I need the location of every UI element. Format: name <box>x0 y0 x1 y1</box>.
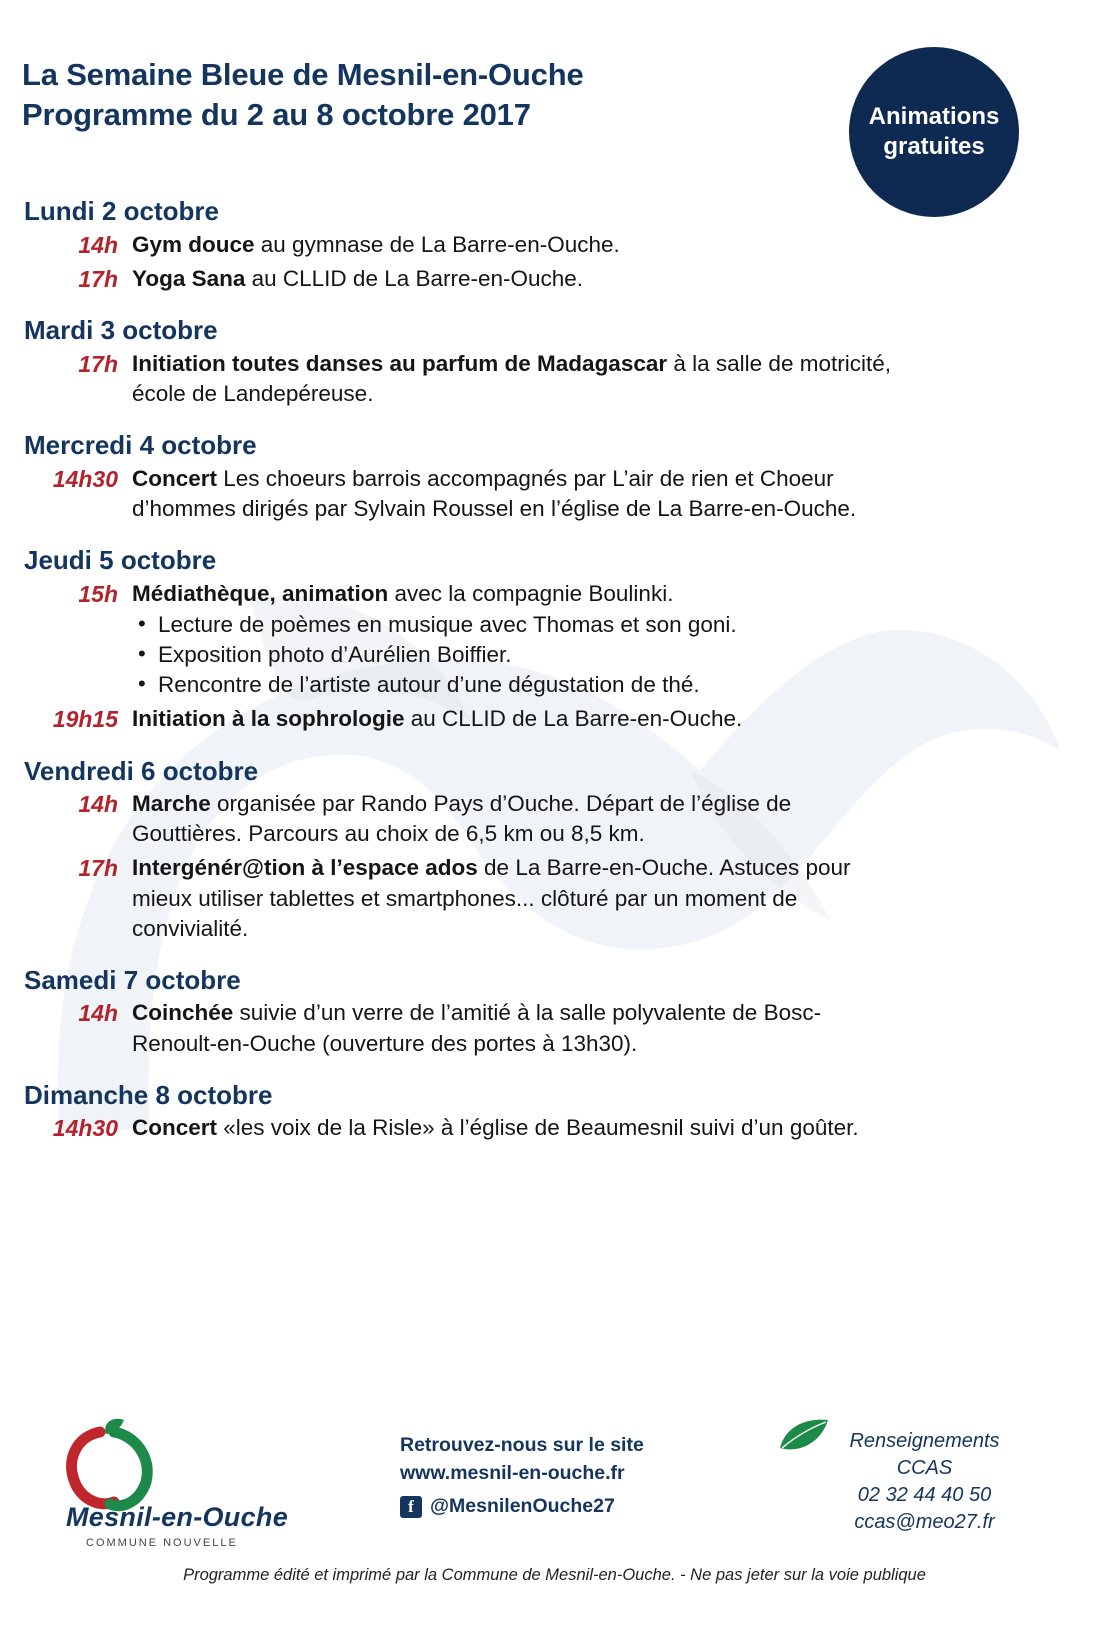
event-row <box>22 464 1069 524</box>
event-description <box>132 704 742 734</box>
day-events <box>22 464 1069 524</box>
logo-wordmark: Mesnil-en-Ouche <box>66 1502 289 1532</box>
event-time: 17h <box>78 350 118 377</box>
contact-title: Renseignements <box>849 1430 1000 1452</box>
commune-logo <box>40 1414 400 1549</box>
event-row <box>22 349 1069 409</box>
day-block <box>22 966 1069 1059</box>
day-title: Samedi 7 octobre <box>24 964 241 995</box>
event-detail: avec la compagnie Boulinki. <box>388 580 674 606</box>
day-events <box>22 230 1069 295</box>
event-description <box>132 349 892 409</box>
event-row <box>22 230 1069 260</box>
day-title: Mardi 3 octobre <box>24 315 218 346</box>
contact-org: CCAS <box>896 1457 953 1479</box>
day-block <box>22 757 1069 944</box>
free-events-badge <box>849 47 1019 217</box>
list-item: • Exposition photo d’Aurélien Boiffier. <box>132 640 737 670</box>
event-time: 17h <box>78 265 118 292</box>
contact-block <box>780 1414 1069 1536</box>
title-line-2: Programme du 2 au 8 octobre 2017 <box>22 96 531 132</box>
event-detail: au CLLID de La Barre-en-Ouche. <box>245 265 584 291</box>
event-row <box>22 1113 1069 1143</box>
event-detail: «les voix de la Risle» à l’église de Beaumesnil suivi d’un goûter. <box>217 1115 859 1141</box>
day-block <box>22 1081 1069 1144</box>
print-note: Programme édité et imprimé par la Commune de Mesnil-en-Ouche. - Ne pas jeter sur la voie publique <box>183 1566 926 1584</box>
event-description <box>132 264 583 294</box>
event-time: 14h30 <box>52 465 118 492</box>
day-title: Mercredi 4 octobre <box>24 430 257 461</box>
contact-phone: 02 32 44 40 50 <box>857 1484 992 1506</box>
event-title: Marche <box>132 791 211 817</box>
day-block <box>22 546 1069 735</box>
event-title: Concert <box>132 465 218 491</box>
website-block <box>400 1414 780 1521</box>
badge-line-2: gratuites <box>883 133 985 160</box>
event-description <box>132 789 892 849</box>
day-events <box>22 789 1069 944</box>
title-line-1: La Semaine Bleue de Mesnil-en-Ouche <box>22 57 584 92</box>
event-row <box>22 998 1069 1058</box>
event-detail: Les choeurs barrois accompagnés par L’air de rien et Choeur d’hommes dirigés par Sylvain Roussel en l’église de La Barre-en-Ouche. <box>132 465 857 521</box>
event-description <box>132 998 892 1058</box>
list-item: • Rencontre de l’artiste autour d’une dégustation de thé. <box>132 670 737 700</box>
event-title: Yoga Sana <box>132 265 246 291</box>
day-events <box>22 1113 1069 1143</box>
event-title: Concert <box>132 1115 218 1141</box>
event-title: Intergénér@tion à l’espace ados <box>132 855 478 881</box>
day-title: Vendredi 6 octobre <box>24 755 259 786</box>
event-title: Initiation à la sophrologie <box>132 706 405 732</box>
day-block <box>22 431 1069 524</box>
website-label: Retrouvez-nous sur le site <box>400 1434 644 1456</box>
leaf-icon <box>776 1416 832 1456</box>
event-description <box>132 579 737 701</box>
event-title: Coinchée <box>132 1000 234 1026</box>
apple-logo-icon <box>40 1414 280 1524</box>
event-time: 14h <box>78 791 118 818</box>
event-time: 14h <box>78 231 118 258</box>
event-detail: à la salle de motricité, école de Landepéreuse. <box>132 350 891 407</box>
event-time: 14h <box>78 1000 118 1027</box>
day-events <box>22 349 1069 409</box>
event-time: 17h <box>78 855 118 882</box>
day-title: Dimanche 8 octobre <box>24 1079 273 1110</box>
facebook-icon: f <box>400 1496 422 1518</box>
event-time: 19h15 <box>52 706 118 733</box>
event-time: 14h30 <box>52 1115 118 1142</box>
event-description <box>132 464 892 524</box>
footer <box>0 1414 1109 1549</box>
website-url[interactable]: www.mesnil-en-ouche.fr <box>400 1461 625 1484</box>
facebook-handle: @MesnilenOuche27 <box>430 1495 615 1518</box>
event-detail: au gymnase de La Barre-en-Ouche. <box>254 231 620 257</box>
day-events <box>22 998 1069 1058</box>
header <box>22 55 1069 175</box>
event-row <box>22 579 1069 701</box>
event-time: 15h <box>78 580 118 607</box>
event-row <box>22 853 1069 943</box>
event-row <box>22 264 1069 294</box>
event-row <box>22 789 1069 849</box>
event-description <box>132 853 892 943</box>
logo-subtitle: COMMUNE NOUVELLE <box>86 1537 238 1549</box>
event-title: Initiation toutes danses au parfum de Madagascar <box>132 350 668 376</box>
badge-line-1: Animations <box>868 103 1000 130</box>
event-row <box>22 704 1069 734</box>
event-title: Gym douce <box>132 231 255 257</box>
event-bullet-list <box>132 610 737 700</box>
event-detail: suivie d’un verre de l’amitié à la salle polyvalente de Bosc-Renoult-en-Ouche (ouverture des portes à 13h30). <box>132 1000 822 1056</box>
event-detail: de La Barre-en-Ouche. Astuces pour mieux utiliser tablettes et smartphones... clôturé par un moment de convivialité. <box>132 855 851 941</box>
day-title: Jeudi 5 octobre <box>24 545 217 576</box>
event-description <box>132 1113 859 1143</box>
event-description <box>132 230 620 260</box>
event-detail: organisée par Rando Pays d’Ouche. Départ de l’église de Gouttières. Parcours au choix de 6,5 km ou 8,5 km. <box>132 791 792 847</box>
day-events <box>22 579 1069 735</box>
list-item: • Lecture de poèmes en musique avec Thomas et son goni. <box>132 610 737 640</box>
event-title: Médiathèque, animation <box>132 580 389 606</box>
facebook-line[interactable] <box>400 1493 780 1521</box>
day-title: Lundi 2 octobre <box>24 196 219 226</box>
event-detail: au CLLID de La Barre-en-Ouche. <box>404 706 743 732</box>
day-block <box>22 316 1069 409</box>
contact-email[interactable]: ccas@meo27.fr <box>854 1511 995 1533</box>
